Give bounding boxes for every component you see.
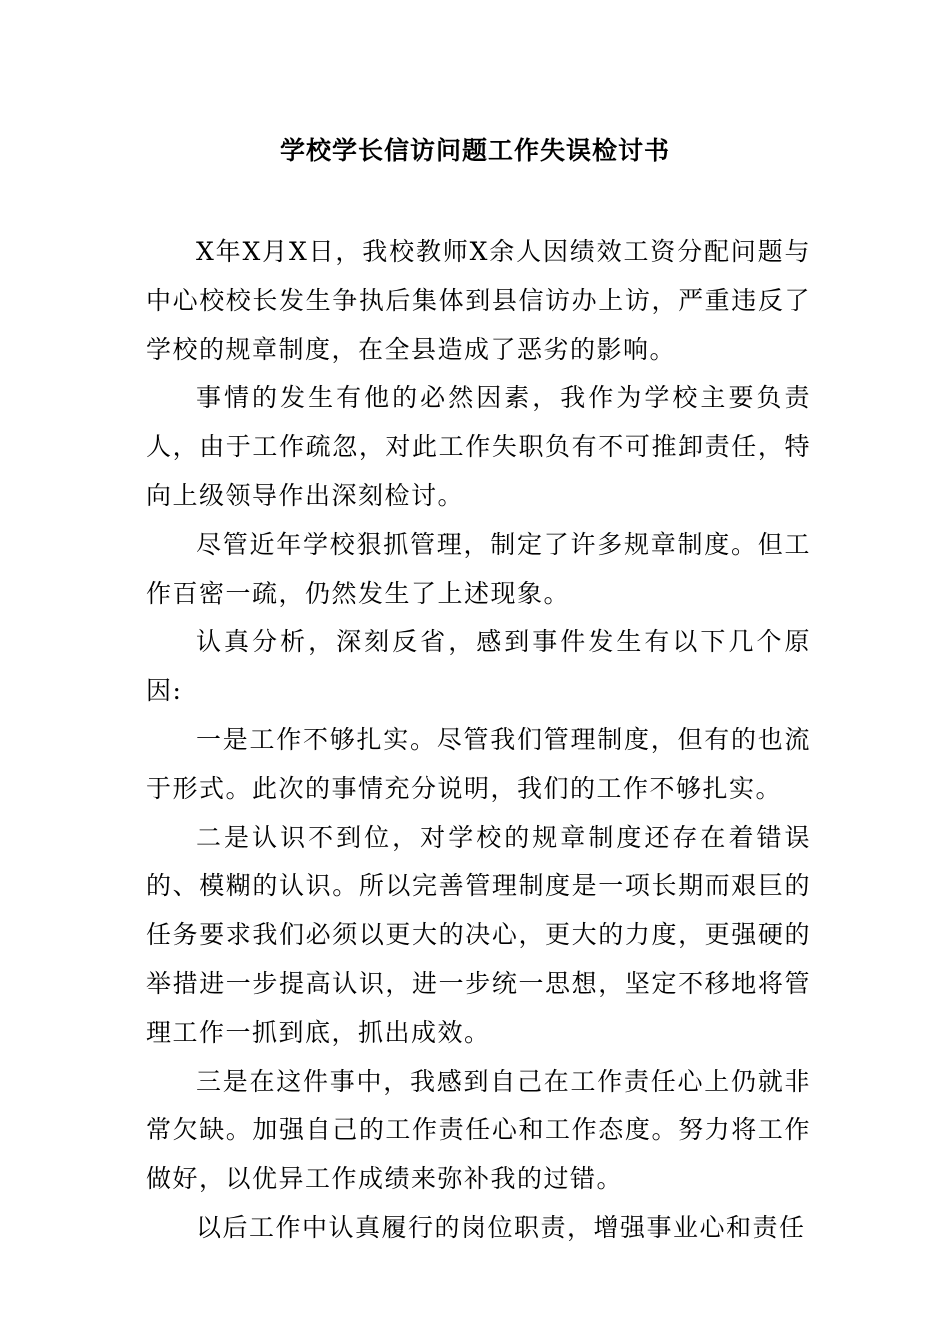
paragraph-reason-one: 一是工作不够扎实。尽管我们管理制度，但有的也流于形式。此次的事情充分说明，我们的工作不够扎实。 (146, 724, 811, 803)
document-title: 学校学长信访问题工作失误检讨书 (279, 136, 670, 165)
paragraph-date-incident: X年X月X日，我校教师X余人因绩效工资分配问题与中心校校长发生争执后集体到县信访办上访，严重违反了学校的规章制度，在全县造成了恶劣的影响。 (146, 237, 811, 364)
paragraph-analysis: 认真分析，深刻反省，感到事件发生有以下几个原因: (146, 627, 811, 706)
paragraph-future-work: 以后工作中认真履行的岗位职责，增强事业心和责任 (196, 1212, 806, 1242)
paragraph-management: 尽管近年学校狠抓管理，制定了许多规章制度。但工作百密一疏，仍然发生了上述现象。 (146, 529, 811, 608)
paragraph-reason-three: 三是在这件事中，我感到自己在工作责任心上仍就非常欠缺。加强自己的工作责任心和工作态度。努力将工作做好，以优异工作成绩来弥补我的过错。 (146, 1066, 811, 1194)
document-body (146, 228, 811, 1253)
paragraph-responsibility: 事情的发生有他的必然因素，我作为学校主要负责人，由于工作疏忽，对此工作失职负有不可推卸责任，特向上级领导作出深刻检讨。 (146, 383, 811, 510)
paragraph-reason-two: 二是认识不到位，对学校的规章制度还存在着错误的、模糊的认识。所以完善管理制度是一项长期而艰巨的任务要求我们必须以更大的决心，更大的力度，更强硬的举措进一步提高认识，进一步统一思想，坚定不移地将管理工作一抓到底，抓出成效。 (146, 822, 811, 1047)
